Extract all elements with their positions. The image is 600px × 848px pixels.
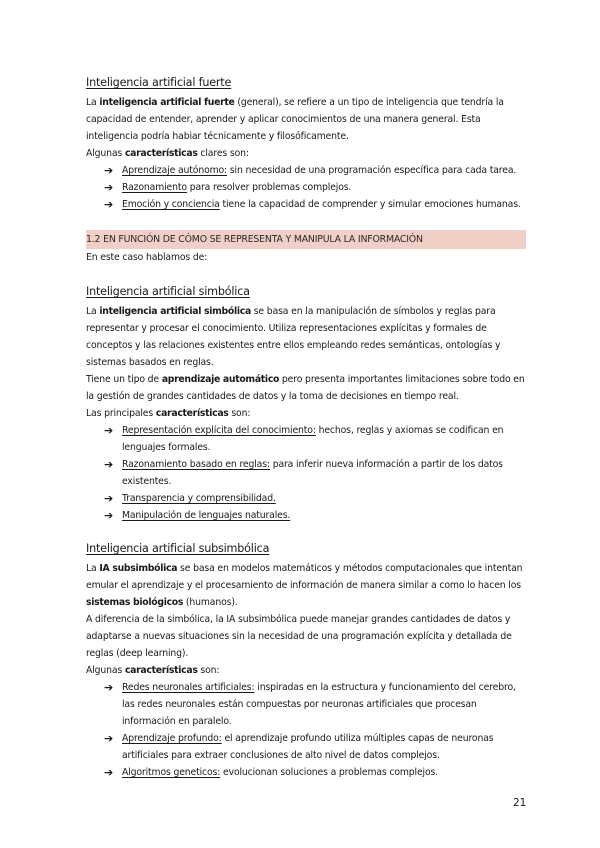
- list-item: ➔ Razonamiento basado en reglas: para inferir nueva información a partir de los datos existentes.: [104, 458, 503, 487]
- paragraph-ia-subsimbolica-2: A diferencia de la simbólica, la IA subsimbólica puede manejar grandes cantidades de datos y adaptarse a nuevas situaciones sin la necesidad de una programación explícita y detallada de reglas (deep learning).: [86, 614, 512, 659]
- list-ia-subsimbolica: [104, 679, 530, 781]
- list-item: ➔ Razonamiento para resolver problemas complejos.: [104, 181, 352, 194]
- arrow-icon: ➔: [104, 492, 114, 505]
- list-item: ➔ Manipulación de lenguajes naturales.: [104, 509, 291, 522]
- arrow-icon: ➔: [104, 732, 114, 745]
- list-item: ➔ Aprendizaje autónomo: sin necesidad de una programación específica para cada tarea.: [104, 164, 517, 177]
- arrow-icon: ➔: [104, 198, 114, 211]
- list-item: ➔ Aprendizaje profundo: el aprendizaje profundo utiliza múltiples capas de neuronas artificiales para extraer conclusiones de alto nivel de datos complejos.: [104, 732, 494, 761]
- section-header-highlight: [86, 230, 526, 249]
- page-number: 21: [513, 797, 527, 809]
- paragraph-ia-subsimbolica-1: La IA subsimbólica se basa en modelos matemáticos y métodos computacionales que intentan emular el aprendizaje y el procesamiento de información de manera similar a como lo hacen los sistemas biológicos (humanos).: [86, 563, 523, 608]
- arrow-icon: ➔: [104, 509, 114, 522]
- list-item: ➔ Representación explícita del conocimiento: hechos, reglas y axiomas se codifican en lenguajes formales.: [104, 424, 504, 453]
- paragraph-ia-fuerte: La inteligencia artificial fuerte (general), se refiere a un tipo de inteligencia que tendría la capacidad de entender, aprender y aplicar conocimientos de una manera general. Esta inteligencia podría habiar técnicamente y filosóficamente.: [86, 97, 504, 142]
- list-ia-fuerte: [104, 162, 530, 213]
- list-item: ➔ Emoción y conciencia tiene la capacidad de comprender y simular emociones humanas.: [104, 198, 521, 211]
- heading-ia-fuerte: Inteligencia artificial fuerte: [86, 76, 232, 89]
- list-item: ➔ Transparencia y comprensibilidad.: [104, 492, 276, 505]
- arrow-icon: ➔: [104, 424, 114, 437]
- arrow-icon: ➔: [104, 458, 114, 471]
- list-item: ➔ Algoritmos geneticos: evolucionan soluciones a problemas complejos.: [104, 766, 439, 779]
- section-title: 1.2 EN FUNCIÓN DE CÓMO SE REPRESENTA Y MANIPULA LA INFORMACIÓN: [86, 234, 423, 245]
- caracteristicas-intro-fuerte: Algunas características clares son:: [86, 148, 249, 159]
- list-ia-simbolica: [104, 422, 530, 524]
- list-item: ➔ Redes neuronales artificiales: inspiradas en la estructura y funcionamiento del cerebro, las redes neuronales están compuestas por neuronas artificiales que procesan información en paralelo.: [104, 681, 516, 727]
- paragraph-ia-simbolica-1: La inteligencia artificial simbólica se basa en la manipulación de símbolos y reglas para representar y procesar el conocimiento. Utiliza representaciones explícitas y formales de conceptos y las relaciones existentes entre ellos empleando redes semánticas, ontologías y sistemas basados en reglas.: [86, 306, 501, 368]
- arrow-icon: ➔: [104, 181, 114, 194]
- paragraph-ia-simbolica-2: Tiene un tipo de aprendizaje automático pero presenta importantes limitaciones sobre todo en la gestión de grandes cantidades de datos y la toma de decisiones en tiempo real.: [86, 374, 525, 402]
- heading-ia-simbolica: Inteligencia artificial simbólica: [86, 285, 250, 298]
- section-intro: En este caso hablamos de:: [86, 252, 208, 263]
- caracteristicas-intro-subsimbolica: Algunas características son:: [86, 665, 220, 676]
- arrow-icon: ➔: [104, 164, 114, 177]
- arrow-icon: ➔: [104, 766, 114, 779]
- arrow-icon: ➔: [104, 681, 114, 694]
- heading-ia-subsimbolica: Inteligencia artificial subsimbólica: [86, 542, 270, 555]
- caracteristicas-intro-simbolica: Las principales características son:: [86, 408, 251, 419]
